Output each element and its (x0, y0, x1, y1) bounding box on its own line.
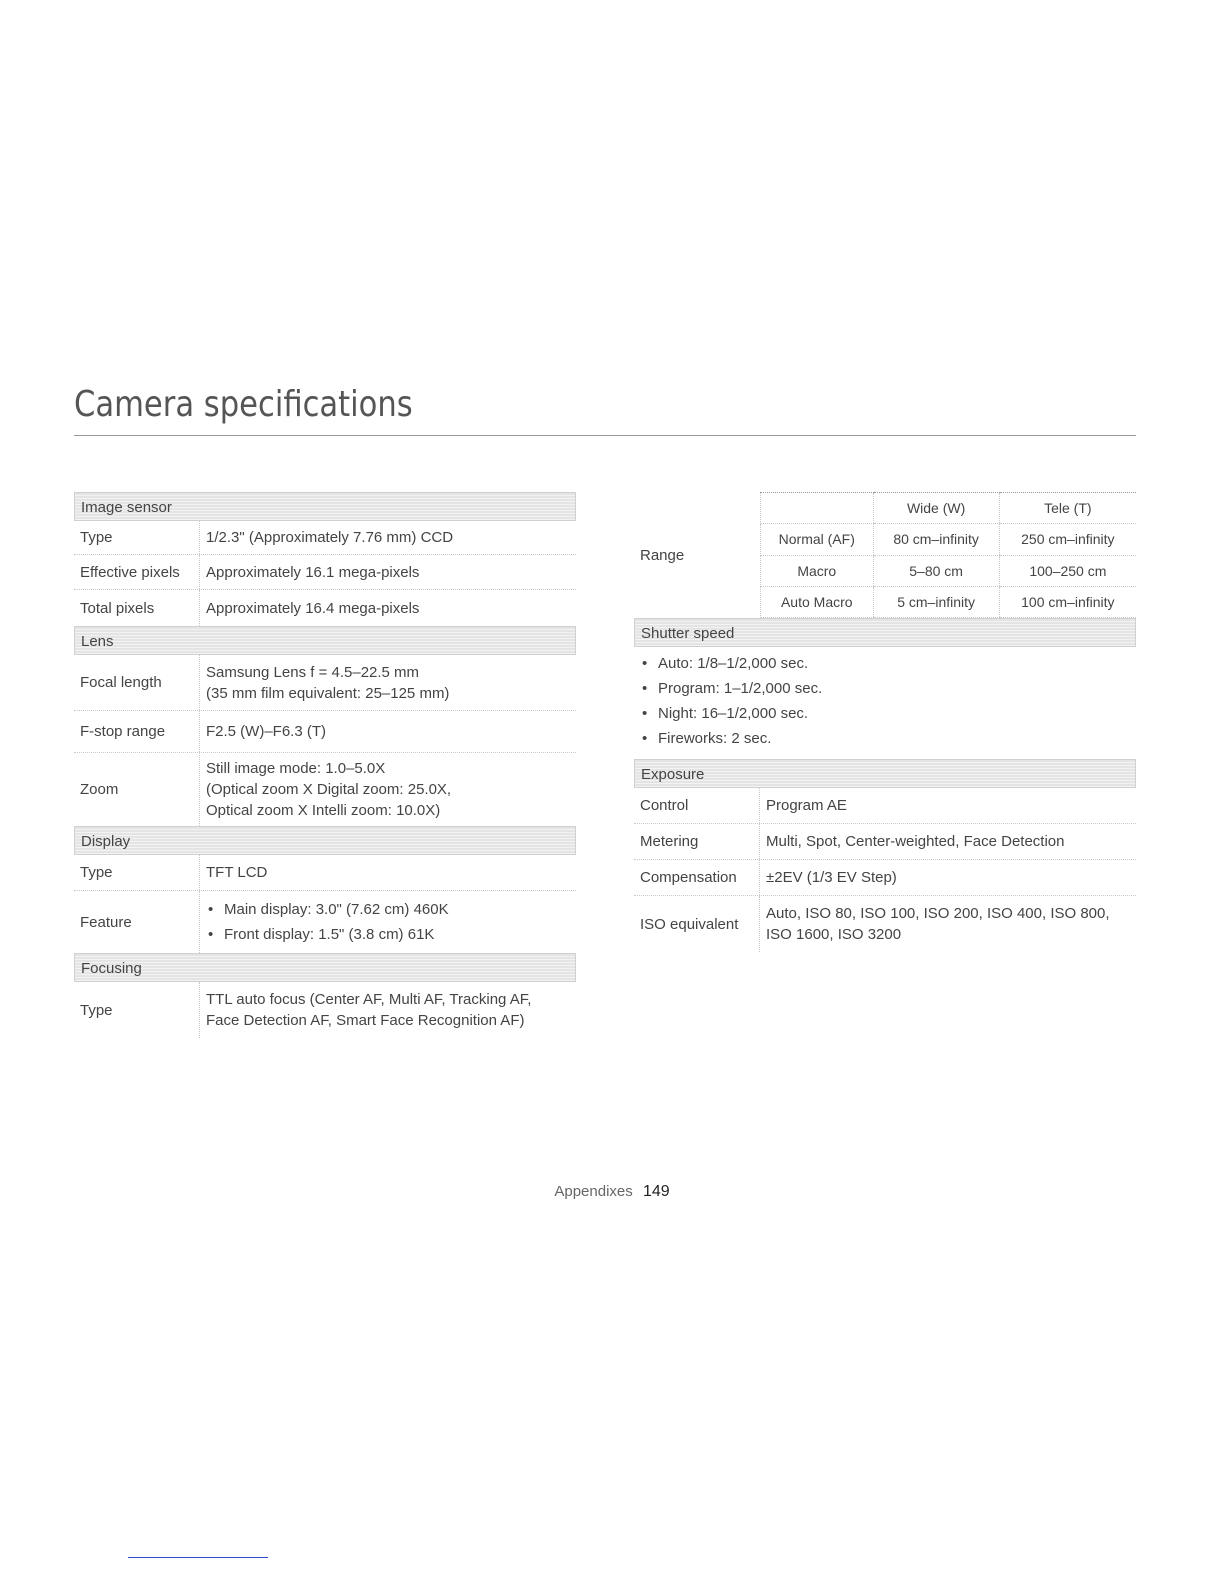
spec-value (200, 982, 576, 1038)
table-header-row (761, 493, 1137, 524)
value-line: (35 mm film equivalent: 25–125 mm) (206, 684, 450, 702)
spec-label: Type (74, 521, 200, 554)
value-line: ISO 1600, ISO 3200 (766, 926, 902, 943)
footer-section-label: Appendixes (554, 1183, 633, 1200)
spec-label: Metering (634, 824, 760, 859)
spec-row (74, 655, 576, 711)
right-column (634, 492, 1136, 952)
spec-value (760, 896, 1136, 952)
spec-label: Effective pixels (74, 555, 200, 589)
table-cell: 250 cm–infinity (999, 524, 1136, 555)
spec-label: Focal length (74, 655, 200, 710)
spec-value (200, 753, 576, 826)
page-title: Camera specifications (74, 384, 413, 425)
spec-label: ISO equivalent (634, 896, 760, 952)
list-item: • Fireworks: 2 sec. (642, 726, 1136, 751)
image-sensor-table (74, 521, 576, 626)
table-row (761, 524, 1137, 555)
spec-row (74, 711, 576, 753)
section-title: Exposure (641, 766, 705, 783)
focusing-table (74, 982, 576, 1038)
spec-value: Approximately 16.4 mega-pixels (206, 599, 420, 617)
table-cell: Normal (AF) (761, 524, 874, 555)
spec-row (634, 896, 1136, 952)
spec-value: ±2EV (1/3 EV Step) (766, 869, 897, 886)
table-row (761, 586, 1137, 617)
list-item: • Night: 16–1/2,000 sec. (642, 701, 1136, 726)
table-cell: Macro (761, 555, 874, 586)
list-item: • Program: 1–1/2,000 sec. (642, 676, 1136, 701)
spec-label: Zoom (74, 753, 200, 826)
section-title: Shutter speed (641, 625, 735, 642)
spec-row (74, 891, 576, 953)
table-header-cell: Tele (T) (999, 493, 1136, 524)
shutter-speed-list (634, 647, 1136, 759)
table-cell: 5–80 cm (873, 555, 999, 586)
spec-label: F-stop range (74, 711, 200, 752)
section-header-exposure (634, 759, 1136, 788)
spec-label: Compensation (634, 860, 760, 895)
section-title: Display (81, 833, 131, 850)
spec-label: Control (634, 788, 760, 823)
spec-label: Feature (74, 891, 200, 953)
spec-value (200, 655, 576, 710)
lens-table (74, 655, 576, 826)
table-header-cell: Wide (W) (873, 493, 999, 524)
table-cell: 80 cm–infinity (873, 524, 999, 555)
value-line: Samsung Lens f = 4.5–22.5 mm (206, 663, 420, 681)
table-header-cell (761, 493, 874, 524)
spec-row (74, 555, 576, 590)
table-cell: 5 cm–infinity (873, 586, 999, 617)
table-cell: Auto Macro (761, 586, 874, 617)
spec-row (74, 521, 576, 555)
spec-value: TFT LCD (206, 864, 268, 881)
value-line: Still image mode: 1.0–5.0X (206, 760, 386, 777)
value-line: Auto, ISO 80, ISO 100, ISO 200, ISO 400, ISO 800, (766, 905, 1110, 922)
title-rule (74, 435, 1136, 436)
value-line: Face Detection AF, Smart Face Recognition AF) (206, 1012, 525, 1029)
spec-value: 1/2.3" (Approximately 7.76 mm) CCD (206, 529, 454, 546)
display-table (74, 855, 576, 953)
section-title: Lens (81, 633, 114, 650)
spec-value (200, 891, 576, 953)
table-cell: 100–250 cm (999, 555, 1136, 586)
page-number: 149 (642, 1183, 670, 1200)
range-block (634, 492, 1136, 618)
spec-label: Total pixels (74, 590, 200, 626)
section-header-lens (74, 626, 576, 655)
list-item: • Main display: 3.0" (7.62 cm) 460K (208, 897, 576, 922)
bottom-rule (128, 1557, 268, 1558)
section-header-image-sensor (74, 492, 576, 521)
spec-label: Type (74, 982, 200, 1038)
spec-value: Multi, Spot, Center-weighted, Face Detection (766, 833, 1065, 850)
section-title: Image sensor (81, 499, 172, 516)
table-cell: 100 cm–infinity (999, 586, 1136, 617)
spec-row (634, 824, 1136, 860)
spec-label: Range (640, 546, 685, 564)
spec-row (74, 855, 576, 891)
section-title: Focusing (81, 960, 142, 977)
exposure-table (634, 788, 1136, 952)
spec-row (74, 590, 576, 626)
list-item: • Front display: 1.5" (3.8 cm) 61K (208, 922, 576, 947)
table-row (761, 555, 1137, 586)
section-header-display (74, 826, 576, 855)
spec-row (634, 860, 1136, 896)
spec-row (634, 788, 1136, 824)
spec-label: Type (74, 855, 200, 890)
page-footer (0, 1183, 1224, 1201)
value-line: Optical zoom X Intelli zoom: 10.0X) (206, 802, 441, 819)
list-item: • Auto: 1/8–1/2,000 sec. (642, 651, 1136, 676)
spec-value: F2.5 (W)–F6.3 (T) (206, 723, 327, 740)
spec-value: Approximately 16.1 mega-pixels (206, 563, 420, 581)
spec-row (74, 753, 576, 826)
spec-row (74, 982, 576, 1038)
feature-list (206, 897, 576, 947)
left-column (74, 492, 576, 1038)
section-header-focusing (74, 953, 576, 982)
section-header-shutter-speed (634, 618, 1136, 647)
value-line: (Optical zoom X Digital zoom: 25.0X, (206, 781, 452, 798)
range-table (760, 492, 1136, 618)
value-line: TTL auto focus (Center AF, Multi AF, Tracking AF, (206, 991, 532, 1008)
spec-value: Program AE (766, 797, 847, 814)
